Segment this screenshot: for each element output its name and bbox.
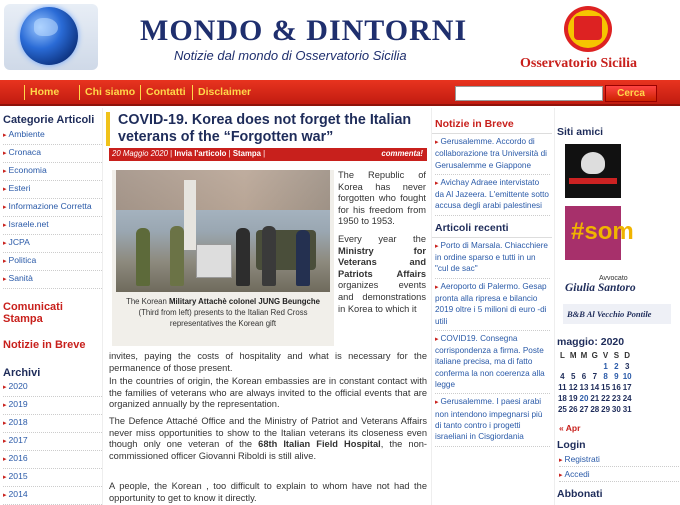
article-paragraph — [109, 416, 427, 462]
text-run: , the non-commissioned officer Giovanni Riboldi is still alive. — [109, 439, 428, 461]
calendar-day[interactable]: 1 — [603, 361, 608, 371]
calendar-day: 27 — [579, 404, 589, 414]
category-item[interactable]: ▸ Informazione Corretta — [3, 199, 102, 217]
left-sidebar — [0, 108, 103, 505]
photo-person-shape — [136, 228, 150, 286]
calendar-day[interactable]: 10 — [622, 372, 632, 382]
breve-item[interactable]: ▸ Gerusalemme. Accordo di collaborazione tra Università di Gerusalemme e Giappone — [435, 134, 550, 175]
caption-bold: Military Attachè colonel JUNG Beungche — [169, 297, 320, 306]
comunicati-stampa-heading[interactable]: Comunicati Stampa — [3, 301, 63, 325]
categories-list — [0, 127, 102, 289]
nav-disclaimer[interactable]: Disclaimer — [198, 86, 252, 98]
weekday-label: V — [602, 350, 609, 360]
right-column-news — [431, 108, 552, 505]
site-header — [0, 0, 680, 80]
calendar-day: 22 — [601, 394, 611, 404]
article-paragraph: invites, paying the costs of hospitality and what is necessary for the permanence of those present. — [109, 351, 427, 373]
calendar-prev-month-link[interactable]: « Apr — [559, 423, 581, 433]
text-run: The Defence Attaché Office and the Ministry of Patriot and Veterans Affairs never miss opportunities to show to the Italian veterans its closeness even though only one veteran of the — [109, 416, 427, 450]
skull-icon — [581, 152, 605, 174]
archive-item-2018[interactable]: ▸ 2018 — [3, 415, 102, 433]
archive-list — [0, 379, 102, 505]
breve-list — [432, 134, 552, 216]
weekday-label: D — [624, 350, 631, 360]
article-meta-bar — [109, 148, 427, 161]
calendar-day: 21 — [590, 394, 600, 404]
recent-item[interactable]: ▸ Porto di Marsala. Chiacchiere in ordine sparso e tutti in un "cul de sac" — [435, 238, 550, 279]
register-link[interactable]: ▸ Registrati — [559, 452, 679, 467]
calendar-day — [589, 361, 600, 372]
calendar-day: 25 — [557, 404, 567, 414]
login-list — [559, 452, 679, 482]
photo-person-shape — [262, 226, 276, 286]
banner-band-shape — [569, 178, 617, 184]
notizie-breve-title[interactable]: Notizie in Breve — [432, 108, 552, 134]
notizie-breve-heading[interactable]: Notizie in Breve — [3, 339, 86, 351]
calendar-day: 12 — [568, 383, 578, 393]
calendar-day: 15 — [601, 383, 611, 393]
calendar-day: 28 — [590, 404, 600, 414]
calendar-day — [579, 361, 590, 372]
article-date: 20 Maggio 2020 — [112, 149, 168, 158]
weekday-label: M — [569, 350, 577, 360]
article-photo[interactable] — [116, 170, 330, 292]
calendar-day: 26 — [568, 404, 578, 414]
calendar-day — [568, 361, 579, 372]
text-run: Every year the — [338, 233, 426, 244]
article-title[interactable]: COVID-19. Korea does not forget the Italian veterans of the “Forgotten war” — [106, 112, 428, 146]
globe-icon — [20, 7, 78, 65]
category-item[interactable]: ▸ Sanità — [3, 271, 102, 289]
archive-heading: Archivi — [3, 367, 41, 379]
archive-item-2016[interactable]: ▸ 2016 — [3, 451, 102, 469]
weekday-label: M — [580, 350, 588, 360]
recent-item[interactable]: ▸ COVID19. Consegna corrispondenza a firma. Poste italiane precisa, ma di fatto conferma la non coerenza alla legge — [435, 331, 550, 394]
logo-inner-shape — [574, 16, 602, 40]
osservatorio-logo-icon[interactable] — [560, 4, 620, 56]
som-label: #som — [571, 218, 634, 245]
text-bold: Ministry for Veterans and Patriots Affairs — [338, 245, 426, 279]
photo-boxes-shape — [196, 244, 232, 278]
avvocato-label: Avvocato — [599, 275, 628, 282]
category-item[interactable]: ▸ Economia — [3, 163, 102, 181]
recent-item[interactable]: ▸ Gerusalemme. I paesi arabi non intendono impegnarsi più di tanto contro i progetti israeliani in Cisgiordania — [435, 394, 550, 446]
archive-item-2019[interactable]: ▸ 2019 — [3, 397, 102, 415]
category-item[interactable]: ▸ Israele.net — [3, 217, 102, 235]
calendar-day: 6 — [581, 372, 587, 382]
weekday-label: S — [613, 350, 620, 360]
article-figure — [112, 170, 334, 346]
meta-separator: | — [228, 149, 233, 158]
calendar-day: 3 — [624, 361, 630, 371]
calendar-day: 19 — [568, 394, 578, 404]
subscribe-title: Abbonati — [557, 488, 603, 500]
meta-separator: | — [263, 149, 266, 158]
meta-separator: | — [170, 149, 175, 158]
nav-chi-siamo[interactable]: Chi siamo — [85, 86, 136, 98]
recent-articles-title: Articoli recenti — [432, 216, 552, 238]
globe-land-shape — [34, 18, 58, 36]
search-input[interactable] — [455, 86, 603, 101]
category-item[interactable]: ▸ Politica — [3, 253, 102, 271]
calendar-day: 13 — [579, 383, 589, 393]
giulia-santoro-banner[interactable]: Giulia Santoro — [565, 282, 636, 294]
print-link[interactable]: Stampa — [232, 149, 261, 158]
photo-person-shape — [296, 230, 310, 286]
article — [106, 108, 428, 505]
main-nav — [0, 80, 680, 106]
send-article-link[interactable]: Invia l'articolo — [174, 149, 227, 158]
bnb-banner[interactable]: B&B Al Vecchio Pontile — [563, 304, 671, 324]
photo-person-shape — [170, 226, 184, 286]
category-item[interactable]: ▸ Esteri — [3, 181, 102, 199]
archive-item-2015[interactable]: ▸ 2015 — [3, 469, 102, 487]
calendar-day: 23 — [611, 394, 621, 404]
search-button[interactable]: Cerca — [605, 85, 657, 102]
calendar-day: 11 — [558, 383, 567, 393]
category-item[interactable]: ▸ Ambiente — [3, 127, 102, 145]
text-run: organizes events and demonstrations in Korea to which it — [338, 280, 426, 314]
site-subtitle: Notizie dal mondo di Osservatorio Sicilia — [174, 48, 407, 63]
nav-home[interactable]: Home — [30, 86, 60, 98]
calendar-day: 7 — [592, 372, 598, 382]
som-banner[interactable] — [565, 206, 634, 260]
calendar-day: 5 — [570, 372, 576, 382]
calendar-day: 4 — [560, 372, 565, 382]
photo-monument-shape — [184, 180, 196, 250]
article-paragraph: In the countries of origin, the Korean embassies are in constant contact with the families of veterans who are always invited to the official events that are organized annually by the representation. — [109, 376, 427, 410]
breve-item[interactable]: ▸ Avichay Adraee intervistato da Al Jazeera. L'emittente sotto accusa degli arabi palestinesi — [435, 175, 550, 216]
categories-heading: Categorie Articoli — [3, 114, 95, 126]
text-bold: 68th Italian Field Hospital — [258, 439, 381, 450]
calendar-day — [557, 361, 568, 372]
calendar-day: 16 — [611, 383, 621, 393]
comment-link[interactable]: commenta! — [381, 149, 423, 158]
archive-item-2014[interactable]: ▸ 2014 — [3, 487, 102, 505]
weekday-label: G — [591, 350, 598, 360]
recent-item[interactable]: ▸ Aeroporto di Palermo. Gesap pronta alla ripresa e bilancio 2019 oltre i 5 milioni di euro -di utili — [435, 279, 550, 331]
calendar-day: 14 — [590, 383, 600, 393]
calendar-day[interactable]: 8 — [603, 372, 608, 382]
login-link[interactable]: ▸ Accedi — [559, 467, 679, 482]
site-title[interactable]: MONDO & DINTORNI — [140, 14, 468, 47]
weekday-label: L — [559, 350, 565, 360]
photo-wall-shape — [116, 170, 330, 210]
calendar-day[interactable]: 9 — [614, 372, 619, 382]
article-paragraph: The Republic of Korea has never forgotten who fought for his freedom from 1950 to 1953. — [338, 170, 426, 227]
calendar-day: 24 — [622, 394, 632, 404]
logo-text[interactable]: Osservatorio Sicilia — [520, 56, 638, 71]
habibar-banner[interactable] — [565, 144, 621, 198]
archive-item-2020[interactable]: ▸ 2020 — [3, 379, 102, 397]
calendar — [557, 350, 633, 415]
calendar-day: 18 — [557, 394, 567, 404]
nav-separator — [79, 85, 80, 100]
photo-person-shape — [236, 228, 250, 286]
caption-text: (Third from left) presents to the Italian Red Cross representatives the Korean gift — [138, 308, 308, 328]
recent-list — [432, 238, 552, 447]
calendar-day[interactable]: 20 — [579, 394, 589, 404]
calendar-day: 17 — [622, 383, 632, 393]
article-paragraph — [338, 234, 426, 315]
archive-item-2017[interactable]: ▸ 2017 — [3, 433, 102, 451]
photo-caption — [116, 296, 330, 329]
globe-logo[interactable] — [4, 4, 98, 70]
siti-amici-title: Siti amici — [557, 126, 604, 138]
nav-separator — [140, 85, 141, 100]
nav-contatti[interactable]: Contatti — [146, 86, 186, 98]
caption-text: The Korean — [126, 297, 169, 306]
article-paragraph: A people, the Korean , too difficult to explain to whom have not had the opportunity to get to know it directly. — [109, 481, 427, 503]
nav-separator — [192, 85, 193, 100]
calendar-day[interactable]: 2 — [614, 361, 619, 371]
calendar-day: 31 — [622, 404, 632, 414]
calendar-title: maggio: 2020 — [557, 336, 625, 348]
category-item[interactable]: ▸ Cronaca — [3, 145, 102, 163]
nav-separator — [24, 85, 25, 100]
calendar-day: 29 — [601, 404, 611, 414]
category-item[interactable]: ▸ JCPA — [3, 235, 102, 253]
article-side-text — [338, 170, 426, 315]
calendar-day: 30 — [611, 404, 621, 414]
right-column-widgets — [554, 108, 680, 505]
login-title: Login — [557, 439, 586, 451]
